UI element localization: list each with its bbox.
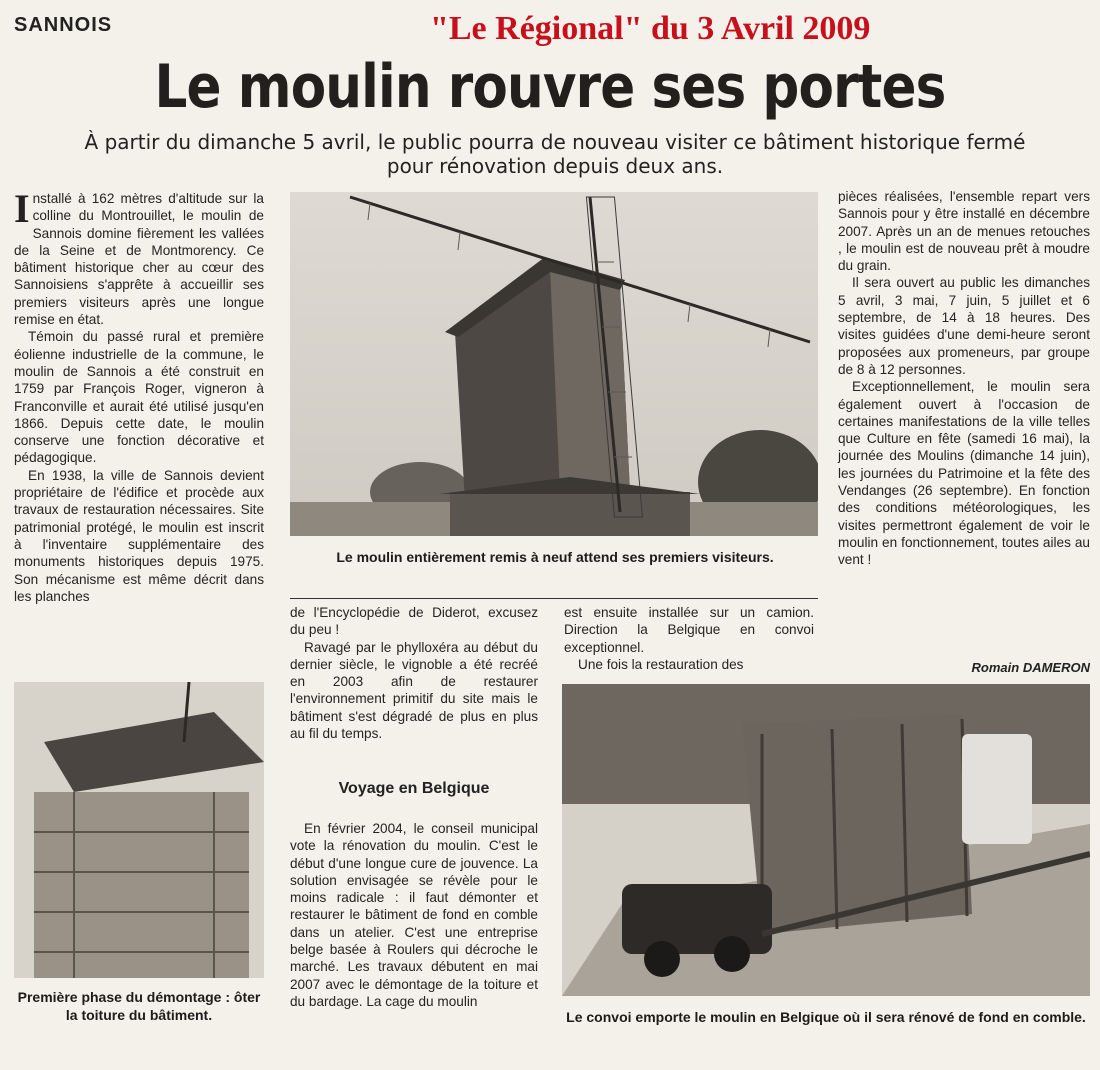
convoy-caption: Le convoi emporte le moulin en Belgique où il sera rénové de fond en comble. bbox=[566, 1009, 1086, 1025]
section-rubric: SANNOIS bbox=[14, 14, 113, 36]
headline: Le moulin rouvre ses portes bbox=[154, 52, 946, 122]
divider bbox=[290, 598, 818, 599]
paragraph: est ensuite installée sur un camion. Direction la Belgique en convoi exceptionnel. bbox=[564, 605, 814, 655]
paragraph: Une fois la restauration des bbox=[578, 656, 744, 672]
roof-removal-illustration bbox=[14, 682, 264, 978]
subheading: Voyage en Belgique bbox=[338, 780, 490, 797]
paragraph: Exceptionnellement, le moulin sera également ouvert à l'occasion de certaines manifestations de la ville telles que Culture en fête (samedi 16 mai), la journée des Moulins (dimanche 14 juin), les journées du Patrimoine et la fête des Vendanges (26 septembre). En fonction des conditions météorologiques, les visites permettront également de voir le moulin en fonctionnement, toutes ailes au vent ! bbox=[838, 379, 1090, 568]
paragraph: En février 2004, le conseil municipal vote la rénovation du moulin. C'est le début d'une longue cure de jouvence. La solution envisagée se révèle pour le moins radicale : il faut démonter et restaurer le bâtiment de fond en comble dans un atelier. C'est une entreprise belge basée à Roulers qui décroche le marché. Les travaux débutent en mai 2007 avec le démontage de la toiture et du bardage. La cage du moulin bbox=[290, 821, 538, 1009]
convoy-photo bbox=[562, 684, 1090, 996]
article-column-2 bbox=[290, 604, 538, 742]
article-column-3 bbox=[564, 604, 814, 673]
drop-cap: I bbox=[14, 186, 30, 231]
article-column-4 bbox=[838, 188, 1090, 569]
paragraph-text: nstallé à 162 mètres d'altitude sur la colline du Montrouillet, le moulin de Sannois domine fièrement les vallées de la Seine et de Montmorency. Ce bâtiment historique cher au cœur des Sannoisiens s'apprête à accueillir ses premiers visiteurs après une longue remise en état. bbox=[14, 191, 264, 328]
paragraph: En 1938, la ville de Sannois devient propriétaire de l'édifice et procède aux travaux de restauration nécessaires. Site patrimonial protégé, le moulin est inscrit à l'inventaire supplémentaire des monuments historiques depuis 1975. Son mécanisme est même décrit dans les planches bbox=[14, 467, 264, 604]
deck: À partir du dimanche 5 avril, le public pourra de nouveau visiter ce bâtiment historique fermé pour rénovation depuis deux ans. bbox=[84, 130, 1026, 178]
paragraph: Témoin du passé rural et première éolienne industrielle de la commune, le moulin de Sannois a été construit en 1759 par François Roger, vigneron à Franconville et aurait été utilisé jusqu'en 1866. Depuis cette date, le moulin conserve une fonction décorative et pédagogique. bbox=[14, 329, 264, 466]
article-column-1 bbox=[14, 186, 264, 605]
paragraph bbox=[14, 186, 264, 328]
author-signature: Romain DAMERON bbox=[971, 660, 1090, 675]
roof-removal-caption: Première phase du démontage : ôter la toiture du bâtiment. bbox=[17, 989, 261, 1023]
paragraph: pièces réalisées, l'ensemble repart vers Sannois pour y être installé en décembre 2007. Après un an de menues retouches , le moulin est de nouveau prêt à moudre du grain. bbox=[838, 189, 1090, 274]
article-column-2-continued bbox=[290, 820, 538, 1010]
paragraph: de l'Encyclopédie de Diderot, excusez du peu ! bbox=[290, 605, 538, 638]
paragraph: Ravagé par le phylloxéra au début du dernier siècle, le vignoble a été recréé en 2003 afin de restaurer l'environnement primitif du site mais le bâtiment s'est dégradé de plus en plus au fil du temps. bbox=[290, 639, 538, 742]
windmill-caption: Le moulin entièrement remis à neuf attend ses premiers visiteurs. bbox=[336, 549, 774, 565]
source-annotation: "Le Régional" du 3 Avril 2009 bbox=[430, 10, 871, 47]
roof-removal-photo bbox=[14, 682, 264, 978]
windmill-illustration bbox=[290, 192, 818, 536]
convoy-illustration bbox=[562, 684, 1090, 996]
paragraph: Il sera ouvert au public les dimanches 5 avril, 3 mai, 7 juin, 5 juillet et 6 septembre, de 14 à 18 heures. Des visites guidées d'une demi-heure seront proposées aux promeneurs, par groupe de 8 à 12 personnes. bbox=[838, 275, 1090, 377]
windmill-photo bbox=[290, 192, 818, 536]
